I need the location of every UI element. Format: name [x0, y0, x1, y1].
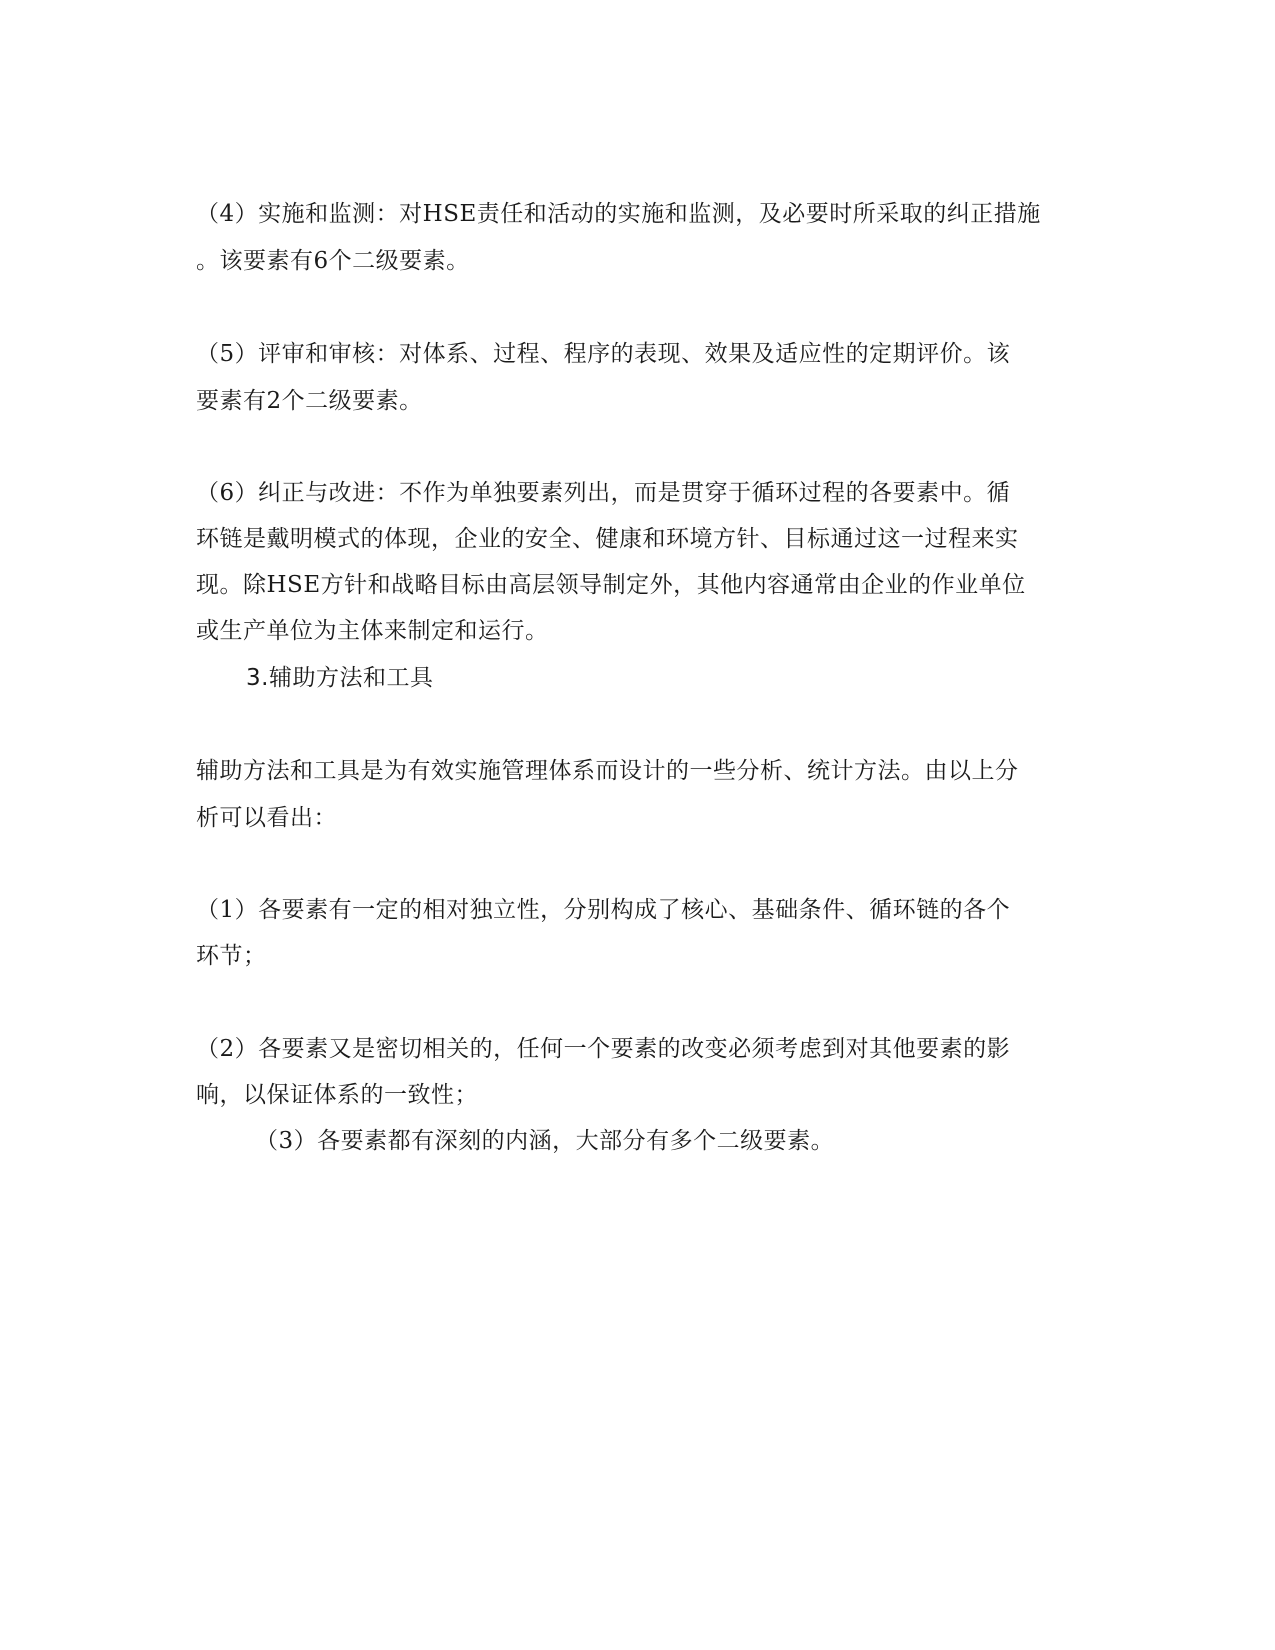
paragraph-6-line-4: 或生产单位为主体来制定和运行。: [196, 618, 549, 644]
item-3-line-1: （3）各要素都有深刻的内涵，大部分有多个二级要素。: [255, 1128, 835, 1154]
paragraph-6-line-2: 环链是戴明模式的体现，企业的安全、健康和环境方针、目标通过这一过程来实: [196, 526, 1019, 552]
item-1-line-1: （1）各要素有一定的相对独立性，分别构成了核心、基础条件、循环链的各个: [196, 897, 1011, 923]
item-2-line-1: （2）各要素又是密切相关的，任何一个要素的改变必须考虑到对其他要素的影: [196, 1036, 1011, 1062]
paragraph-6-line-3: 现。除HSE方针和战略目标由高层领导制定外，其他内容通常由企业的作业单位: [196, 572, 1026, 598]
paragraph-4-line-1: （4）实施和监测：对HSE责任和活动的实施和监测，及必要时所采取的纠正措施: [196, 201, 1041, 227]
intro-line-1: 辅助方法和工具是为有效实施管理体系而设计的一些分析、统计方法。由以上分: [196, 758, 1019, 784]
paragraph-6-line-1: （6）纠正与改进：不作为单独要素列出，而是贯穿于循环过程的各要素中。循: [196, 480, 1011, 506]
section-heading-3: 3.辅助方法和工具: [246, 665, 434, 691]
paragraph-5-line-2: 要素有2个二级要素。: [196, 388, 423, 414]
item-2-line-2: 响，以保证体系的一致性；: [196, 1082, 478, 1108]
paragraph-4-line-2: 。该要素有6个二级要素。: [196, 248, 470, 274]
paragraph-5-line-1: （5）评审和审核：对体系、过程、程序的表现、效果及适应性的定期评价。该: [196, 341, 1011, 367]
item-1-line-2: 环节；: [196, 943, 267, 969]
intro-line-2: 析可以看出：: [196, 805, 337, 831]
